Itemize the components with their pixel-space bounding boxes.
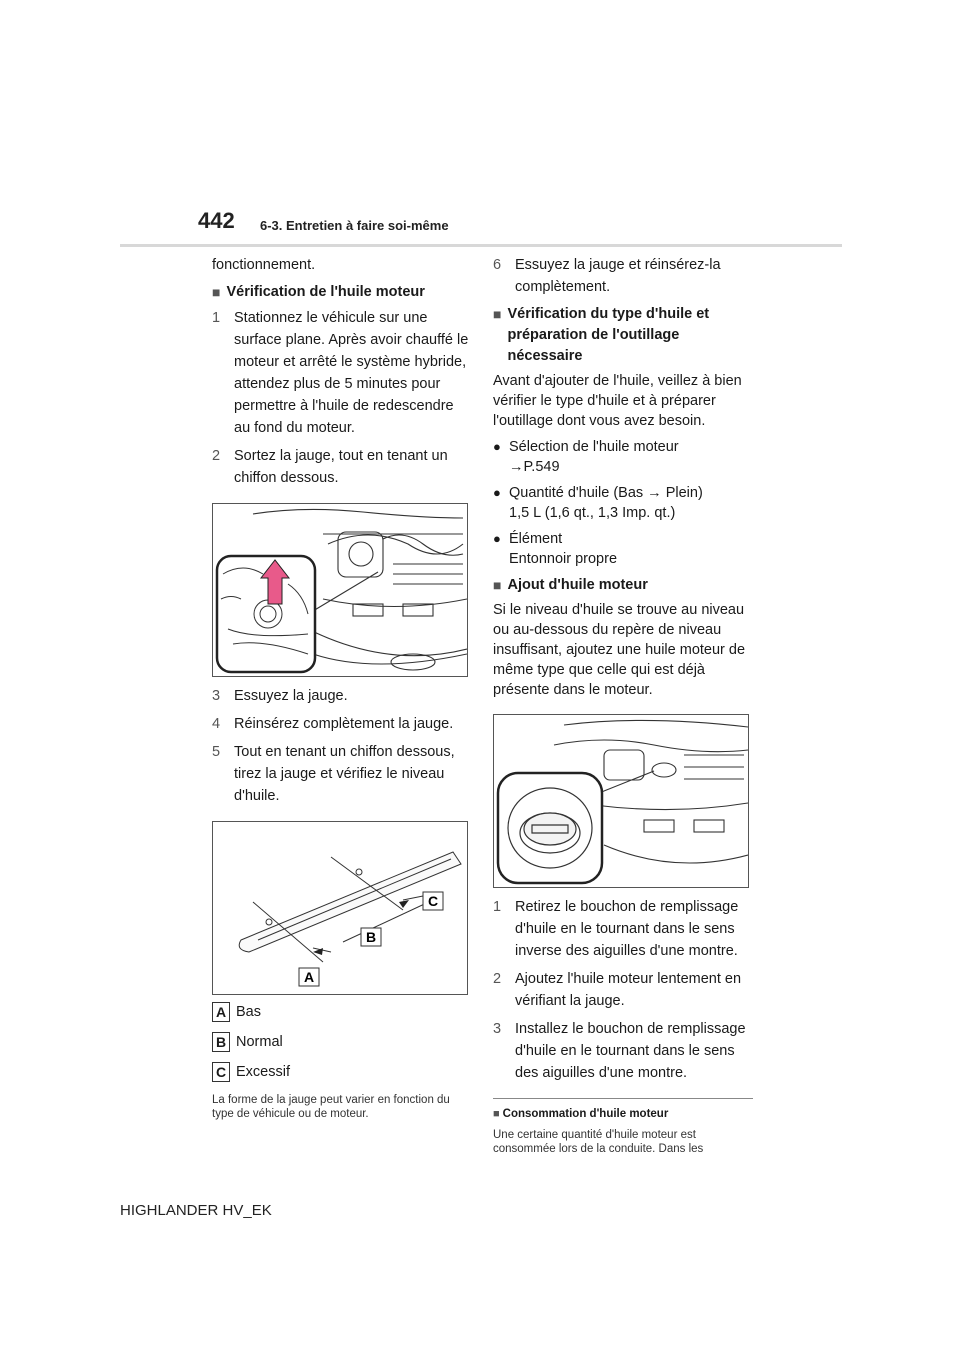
heading-oil-type: ■ Vérification du type d'huile et préparation de l'outillage nécessaire — [493, 304, 753, 367]
engine-illustration — [213, 504, 467, 676]
legend-text: Bas — [236, 1004, 261, 1020]
dipstick-label-c: C — [427, 893, 439, 909]
dipstick-level-figure — [212, 821, 468, 995]
add-oil-text: Si le niveau d'huile se trouve au niveau ou au-dessous du repère de niveau insuffisant, ajoutez une huile moteur de même type que celle qui est déjà présente dans le moteur. — [493, 602, 746, 698]
step-item: 3 Essuyez la jauge. — [212, 688, 348, 704]
oil-cap-figure — [493, 714, 749, 888]
dipstick-label-a: A — [303, 969, 315, 985]
legend-row — [212, 1061, 470, 1083]
heading-add-oil: ■ Ajout d'huile moteur — [493, 575, 753, 596]
header-rule — [120, 244, 842, 247]
footer-model: HIGHLANDER HV_EK — [120, 1202, 272, 1219]
note-text: Une certaine quantité d'huile moteur est consommée lors de la conduite. Dans les — [493, 1129, 704, 1155]
step-item: 5 Tout en tenant un chiffon dessous, tirez la jauge et vérifiez le niveau d'huile. — [212, 744, 455, 804]
page-number: 442 — [198, 208, 235, 233]
step-item: 2 Ajoutez l'huile moteur lentement en vérifiant la jauge. — [493, 971, 742, 1009]
intro-text: fonctionnement. — [212, 257, 316, 273]
square-bullet-icon: ■ — [493, 306, 502, 322]
legend-text: Normal — [236, 1034, 283, 1050]
legend-row — [212, 1001, 470, 1023]
step-item: 4 Réinsérez complètement la jauge. — [212, 716, 454, 732]
square-bullet-icon: ■ — [493, 1108, 500, 1120]
legend-text: Excessif — [236, 1064, 290, 1080]
dipstick-note: La forme de la jauge peut varier en fonction du type de véhicule ou de moteur. — [212, 1094, 450, 1120]
oil-type-text: Avant d'ajouter de l'huile, veillez à bien vérifier le type d'huile et à préparer l'outillage dont vous avez besoin. — [493, 373, 742, 429]
bullet-dot-icon: ● — [493, 485, 501, 500]
right-column — [493, 254, 753, 1156]
section-title: 6-3. Entretien à faire soi-même — [260, 218, 449, 233]
step-item: 2 Sortez la jauge, tout en tenant un chiffon dessous. — [212, 448, 448, 486]
note-divider — [493, 1098, 753, 1099]
dipstick-illustration — [213, 822, 467, 994]
step-item: 3 Installez le bouchon de remplissage d'huile en le tournant dans le sens des aiguilles d'une montre. — [493, 1021, 746, 1081]
square-bullet-icon: ■ — [212, 284, 221, 300]
bullet-dot-icon: ● — [493, 439, 501, 454]
step-item: 1 Stationnez le véhicule sur une surface plane. Après avoir chauffé le moteur et arrêté le système hybride, attendez plus de 5 minutes pour permettre à l'huile de redescendre au fond du moteur. — [212, 310, 469, 436]
square-bullet-icon: ■ — [493, 577, 502, 593]
note-heading: ■ Consommation d'huile moteur — [493, 1103, 753, 1125]
oil-cap-illustration — [494, 715, 748, 887]
bullet-item: ● Quantité d'huile (Bas → Plein) 1,5 L (1,6 qt., 1,3 Imp. qt.) — [493, 485, 703, 521]
legend-key: A — [212, 1002, 230, 1022]
legend-key: B — [212, 1032, 230, 1052]
engine-dipstick-figure — [212, 503, 468, 677]
bullet-dot-icon: ● — [493, 531, 501, 546]
left-column — [212, 254, 470, 1121]
legend-key: C — [212, 1062, 230, 1082]
step-item: 6 Essuyez la jauge et réinsérez-la complètement. — [493, 257, 721, 295]
legend-row — [212, 1031, 470, 1053]
step-item: 1 Retirez le bouchon de remplissage d'huile en le tournant dans le sens inverse des aiguilles d'une montre. — [493, 899, 739, 959]
bullet-item: ● Élément Entonnoir propre — [493, 531, 618, 567]
dipstick-label-b: B — [365, 929, 377, 945]
bullet-item: ● Sélection de l'huile moteur →P.549 — [493, 439, 679, 475]
heading-oil-check: ■ Vérification de l'huile moteur — [212, 282, 470, 303]
